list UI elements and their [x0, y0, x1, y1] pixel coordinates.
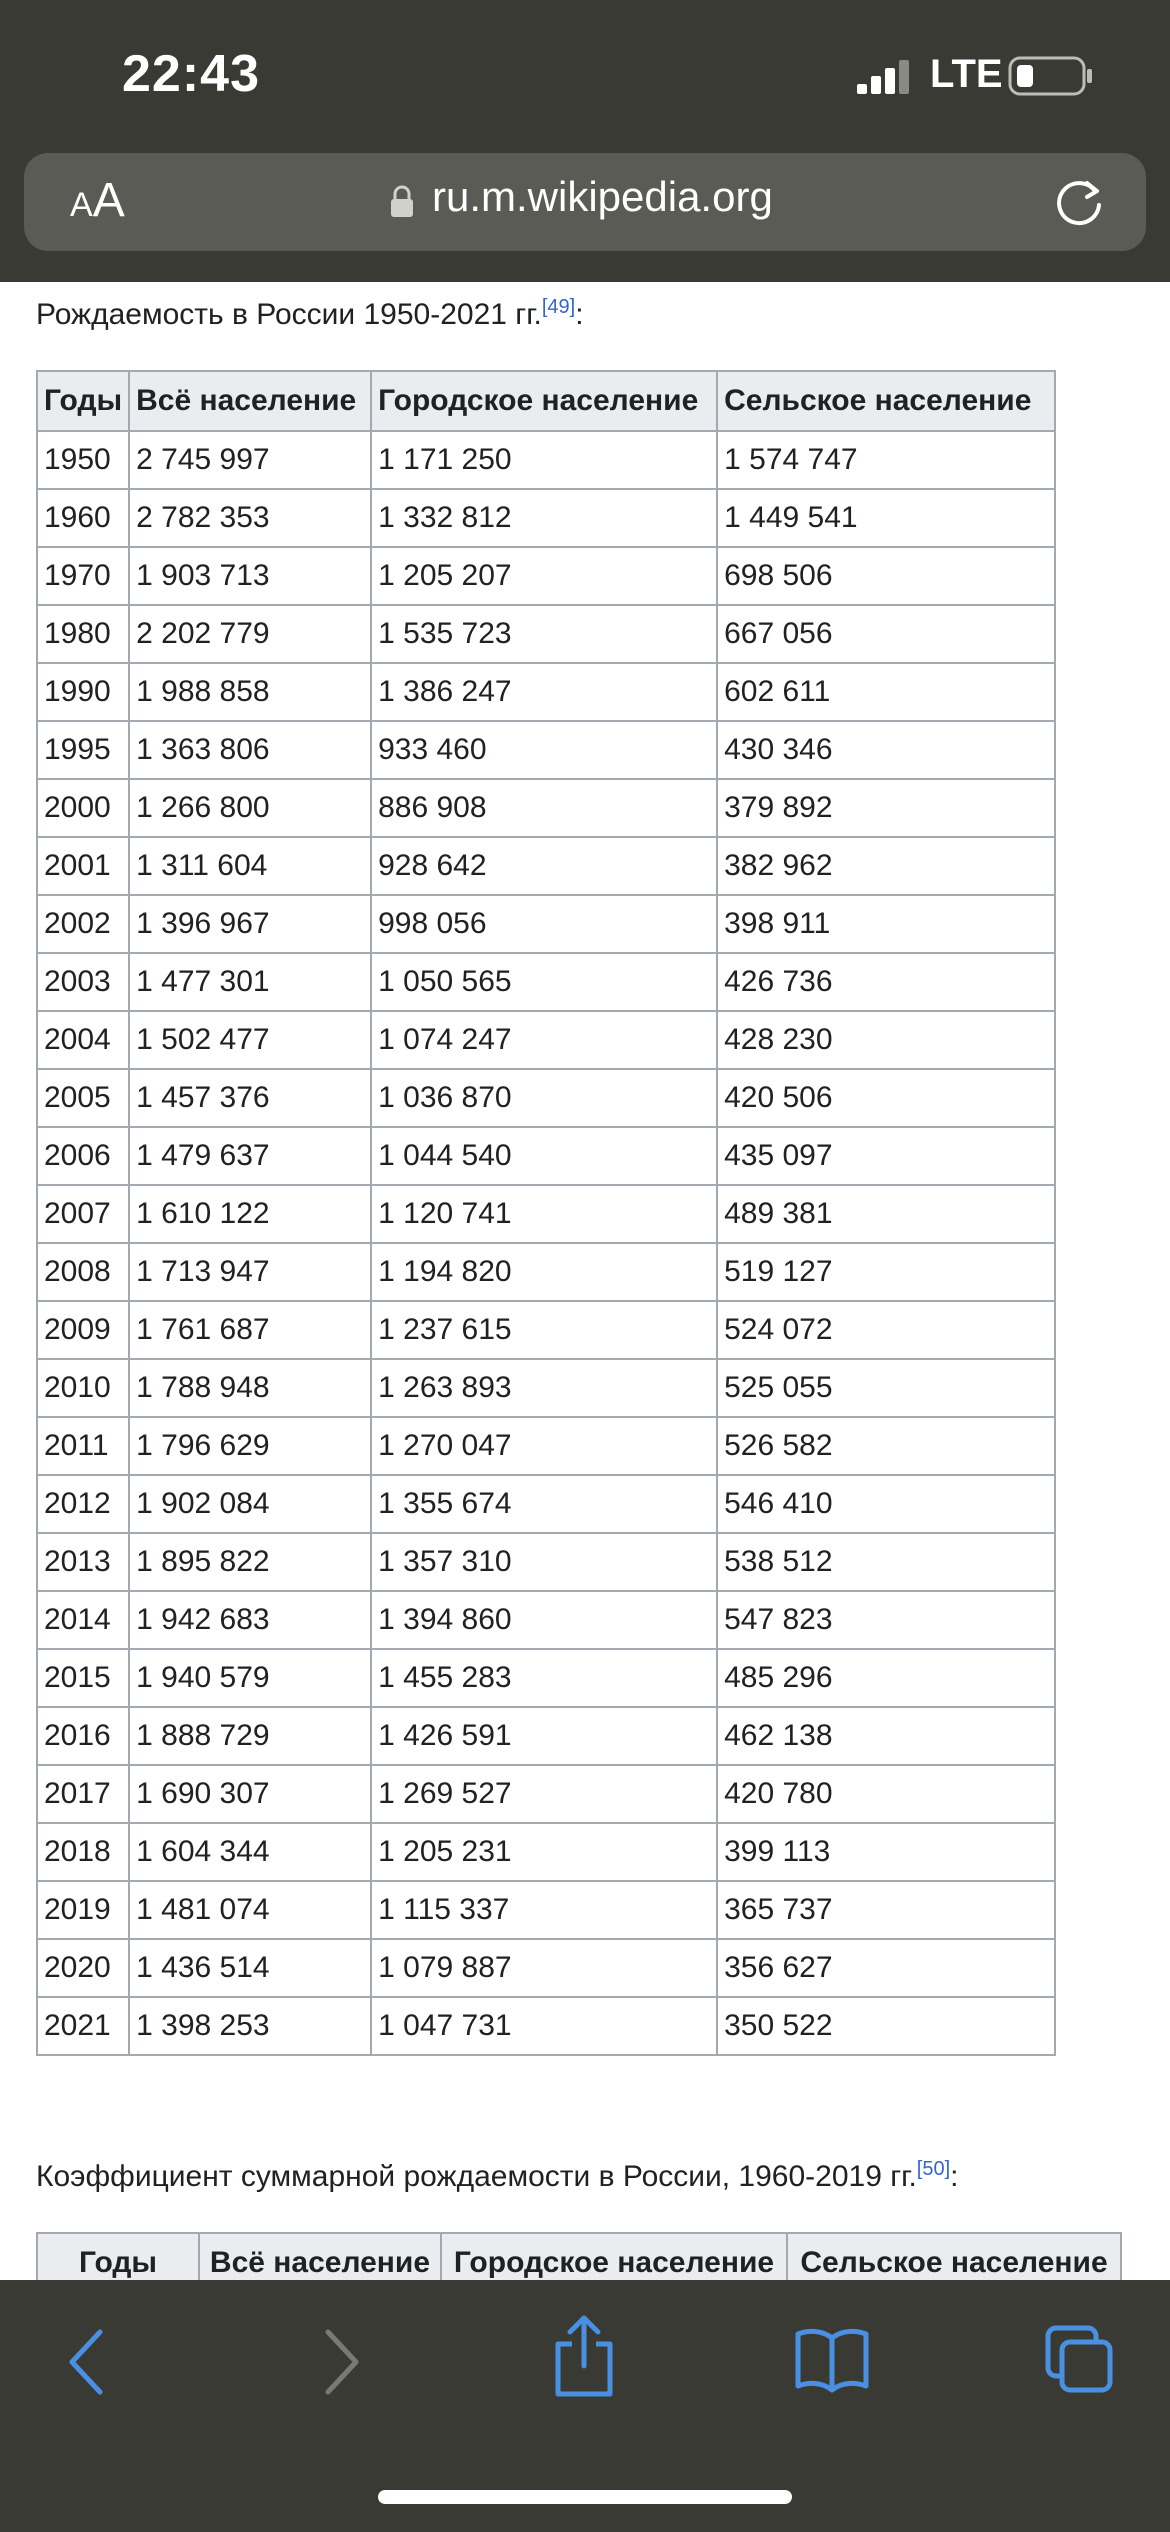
reload-icon[interactable]: [1051, 173, 1109, 231]
cell-rural: 602 611: [717, 663, 1055, 721]
cell-year: 2008: [37, 1243, 129, 1301]
address-bar[interactable]: [24, 153, 1146, 251]
cell-rural: 462 138: [717, 1707, 1055, 1765]
cell-rural: 547 823: [717, 1591, 1055, 1649]
cell-year: 1970: [37, 547, 129, 605]
table-row: [37, 1243, 1055, 1301]
forward-icon[interactable]: [316, 2324, 366, 2400]
cell-year: 2019: [37, 1881, 129, 1939]
header-urban: Городское население: [371, 371, 717, 431]
home-indicator[interactable]: [378, 2490, 792, 2504]
table-row: [37, 1765, 1055, 1823]
cell-total: 1 502 477: [129, 1011, 371, 1069]
table-row: [37, 1417, 1055, 1475]
cell-urban: 1 115 337: [371, 1881, 717, 1939]
table-row: [37, 1997, 1055, 2055]
cell-rural: 485 296: [717, 1649, 1055, 1707]
cell-urban: 1 535 723: [371, 605, 717, 663]
cell-urban: 1 394 860: [371, 1591, 717, 1649]
table-row: [37, 1823, 1055, 1881]
table-row: [37, 1185, 1055, 1243]
cell-rural: 382 962: [717, 837, 1055, 895]
header-rural: Сельское население: [717, 371, 1055, 431]
cell-total: 1 481 074: [129, 1881, 371, 1939]
cell-total: 1 940 579: [129, 1649, 371, 1707]
bookmarks-icon[interactable]: [794, 2324, 870, 2394]
cell-rural: 350 522: [717, 1997, 1055, 2055]
table2-caption: Коэффициент суммарной рождаемости в России, 1960-2019 гг.[50]:: [36, 2158, 959, 2193]
cell-urban: 1 205 207: [371, 547, 717, 605]
cell-total: 1 888 729: [129, 1707, 371, 1765]
cell-urban: 1 269 527: [371, 1765, 717, 1823]
cell-total: 1 713 947: [129, 1243, 371, 1301]
cell-urban: 1 355 674: [371, 1475, 717, 1533]
cell-year: 2012: [37, 1475, 129, 1533]
cell-total: 1 903 713: [129, 547, 371, 605]
network-type: LTE: [930, 52, 1003, 96]
cell-urban: 886 908: [371, 779, 717, 837]
cell-rural: 519 127: [717, 1243, 1055, 1301]
table-row: [37, 1127, 1055, 1185]
cell-year: 2010: [37, 1359, 129, 1417]
cell-rural: 525 055: [717, 1359, 1055, 1417]
table-row: [37, 1359, 1055, 1417]
table-caption: Рождаемость в России 1950-2021 гг.[49]:: [36, 296, 584, 331]
cell-year: 2014: [37, 1591, 129, 1649]
back-icon[interactable]: [62, 2324, 112, 2400]
table-row: [37, 779, 1055, 837]
cell-total: 1 902 084: [129, 1475, 371, 1533]
table-row: [37, 489, 1055, 547]
cell-rural: 546 410: [717, 1475, 1055, 1533]
header-total: Всё население: [129, 371, 371, 431]
status-time: 22:43: [122, 45, 260, 103]
cell-urban: 1 237 615: [371, 1301, 717, 1359]
cell-total: 2 202 779: [129, 605, 371, 663]
cell-total: 1 266 800: [129, 779, 371, 837]
cell-rural: 356 627: [717, 1939, 1055, 1997]
cell-urban: 1 050 565: [371, 953, 717, 1011]
cell-rural: 420 506: [717, 1069, 1055, 1127]
cell-rural: 524 072: [717, 1301, 1055, 1359]
table-row: [37, 1069, 1055, 1127]
cell-rural: 399 113: [717, 1823, 1055, 1881]
cell-total: 1 363 806: [129, 721, 371, 779]
cell-total: 1 479 637: [129, 1127, 371, 1185]
header-total: Всё население: [199, 2233, 441, 2293]
reference-link[interactable]: [49]: [541, 296, 576, 318]
cell-year: 1980: [37, 605, 129, 663]
cell-year: 2002: [37, 895, 129, 953]
table-row: [37, 895, 1055, 953]
cell-urban: 1 205 231: [371, 1823, 717, 1881]
cell-rural: 365 737: [717, 1881, 1055, 1939]
table-header-row: [37, 371, 1055, 431]
cell-year: 2000: [37, 779, 129, 837]
header-urban: Городское население: [441, 2233, 787, 2293]
tabs-icon[interactable]: [1044, 2324, 1114, 2394]
table-row: [37, 1591, 1055, 1649]
table-row: [37, 605, 1055, 663]
cell-urban: 1 047 731: [371, 1997, 717, 2055]
cell-total: 1 942 683: [129, 1591, 371, 1649]
cell-rural: 428 230: [717, 1011, 1055, 1069]
cell-total: 1 477 301: [129, 953, 371, 1011]
header-years: Годы: [37, 2233, 199, 2293]
cell-year: 2005: [37, 1069, 129, 1127]
cell-urban: 1 194 820: [371, 1243, 717, 1301]
browser-top-chrome: [0, 0, 1170, 282]
header-years: Годы: [37, 371, 129, 431]
cell-urban: 1 270 047: [371, 1417, 717, 1475]
cell-urban: 1 036 870: [371, 1069, 717, 1127]
table-row: [37, 1301, 1055, 1359]
cell-urban: 928 642: [371, 837, 717, 895]
cell-total: 1 796 629: [129, 1417, 371, 1475]
cell-rural: 1 449 541: [717, 489, 1055, 547]
table-row: [37, 1533, 1055, 1591]
table-row: [37, 953, 1055, 1011]
table-row: [37, 721, 1055, 779]
cell-total: 1 895 822: [129, 1533, 371, 1591]
cell-rural: 435 097: [717, 1127, 1055, 1185]
cell-rural: 489 381: [717, 1185, 1055, 1243]
cell-urban: 1 171 250: [371, 431, 717, 489]
cell-total: 1 398 253: [129, 1997, 371, 2055]
cell-urban: 1 120 741: [371, 1185, 717, 1243]
cell-year: 2017: [37, 1765, 129, 1823]
table-row: [37, 663, 1055, 721]
cell-year: 2013: [37, 1533, 129, 1591]
cell-rural: 420 780: [717, 1765, 1055, 1823]
cell-year: 2003: [37, 953, 129, 1011]
cell-urban: 998 056: [371, 895, 717, 953]
cell-rural: 698 506: [717, 547, 1055, 605]
cell-year: 1950: [37, 431, 129, 489]
cell-rural: 430 346: [717, 721, 1055, 779]
cell-total: 1 396 967: [129, 895, 371, 953]
cell-total: 1 988 858: [129, 663, 371, 721]
cell-total: 1 788 948: [129, 1359, 371, 1417]
cell-total: 2 782 353: [129, 489, 371, 547]
table-row: [37, 1475, 1055, 1533]
cell-urban: 1 332 812: [371, 489, 717, 547]
cell-urban: 1 357 310: [371, 1533, 717, 1591]
cell-urban: 1 079 887: [371, 1939, 717, 1997]
cell-year: 2015: [37, 1649, 129, 1707]
table-row: [37, 837, 1055, 895]
cell-rural: 426 736: [717, 953, 1055, 1011]
cell-urban: 1 426 591: [371, 1707, 717, 1765]
cell-year: 2004: [37, 1011, 129, 1069]
header-rural: Сельское население: [787, 2233, 1121, 2293]
cell-urban: 1 044 540: [371, 1127, 717, 1185]
lock-icon: [389, 185, 415, 219]
cellular-signal-icon: [855, 60, 915, 96]
cell-total: 1 457 376: [129, 1069, 371, 1127]
cell-year: 2009: [37, 1301, 129, 1359]
cell-year: 2001: [37, 837, 129, 895]
cell-total: 1 610 122: [129, 1185, 371, 1243]
url-text[interactable]: ru.m.wikipedia.org: [432, 173, 773, 220]
table-row: [37, 547, 1055, 605]
table-row: [37, 1707, 1055, 1765]
cell-total: 1 690 307: [129, 1765, 371, 1823]
battery-icon: [1008, 56, 1094, 96]
cell-year: 2021: [37, 1997, 129, 2055]
cell-year: 1990: [37, 663, 129, 721]
cell-year: 2006: [37, 1127, 129, 1185]
cell-rural: 379 892: [717, 779, 1055, 837]
cell-year: 1995: [37, 721, 129, 779]
cell-total: 1 761 687: [129, 1301, 371, 1359]
cell-urban: 1 074 247: [371, 1011, 717, 1069]
cell-rural: 667 056: [717, 605, 1055, 663]
cell-year: 2020: [37, 1939, 129, 1997]
cell-year: 1960: [37, 489, 129, 547]
cell-urban: 1 455 283: [371, 1649, 717, 1707]
cell-urban: 933 460: [371, 721, 717, 779]
table-row: [37, 1881, 1055, 1939]
text-size-button[interactable]: AA: [70, 174, 125, 227]
table-row: [37, 1011, 1055, 1069]
birth-rate-table: [36, 370, 1056, 2056]
table-row: [37, 1649, 1055, 1707]
cell-urban: 1 386 247: [371, 663, 717, 721]
cell-rural: 538 512: [717, 1533, 1055, 1591]
cell-urban: 1 263 893: [371, 1359, 717, 1417]
cell-year: 2018: [37, 1823, 129, 1881]
cell-rural: 526 582: [717, 1417, 1055, 1475]
cell-year: 2011: [37, 1417, 129, 1475]
cell-total: 2 745 997: [129, 431, 371, 489]
share-icon[interactable]: [552, 2314, 616, 2398]
table-row: [37, 431, 1055, 489]
cell-year: 2016: [37, 1707, 129, 1765]
cell-total: 1 436 514: [129, 1939, 371, 1997]
cell-rural: 398 911: [717, 895, 1055, 953]
cell-year: 2007: [37, 1185, 129, 1243]
reference-link[interactable]: [50]: [916, 2158, 951, 2180]
cell-total: 1 311 604: [129, 837, 371, 895]
cell-total: 1 604 344: [129, 1823, 371, 1881]
table-row: [37, 1939, 1055, 1997]
cell-rural: 1 574 747: [717, 431, 1055, 489]
